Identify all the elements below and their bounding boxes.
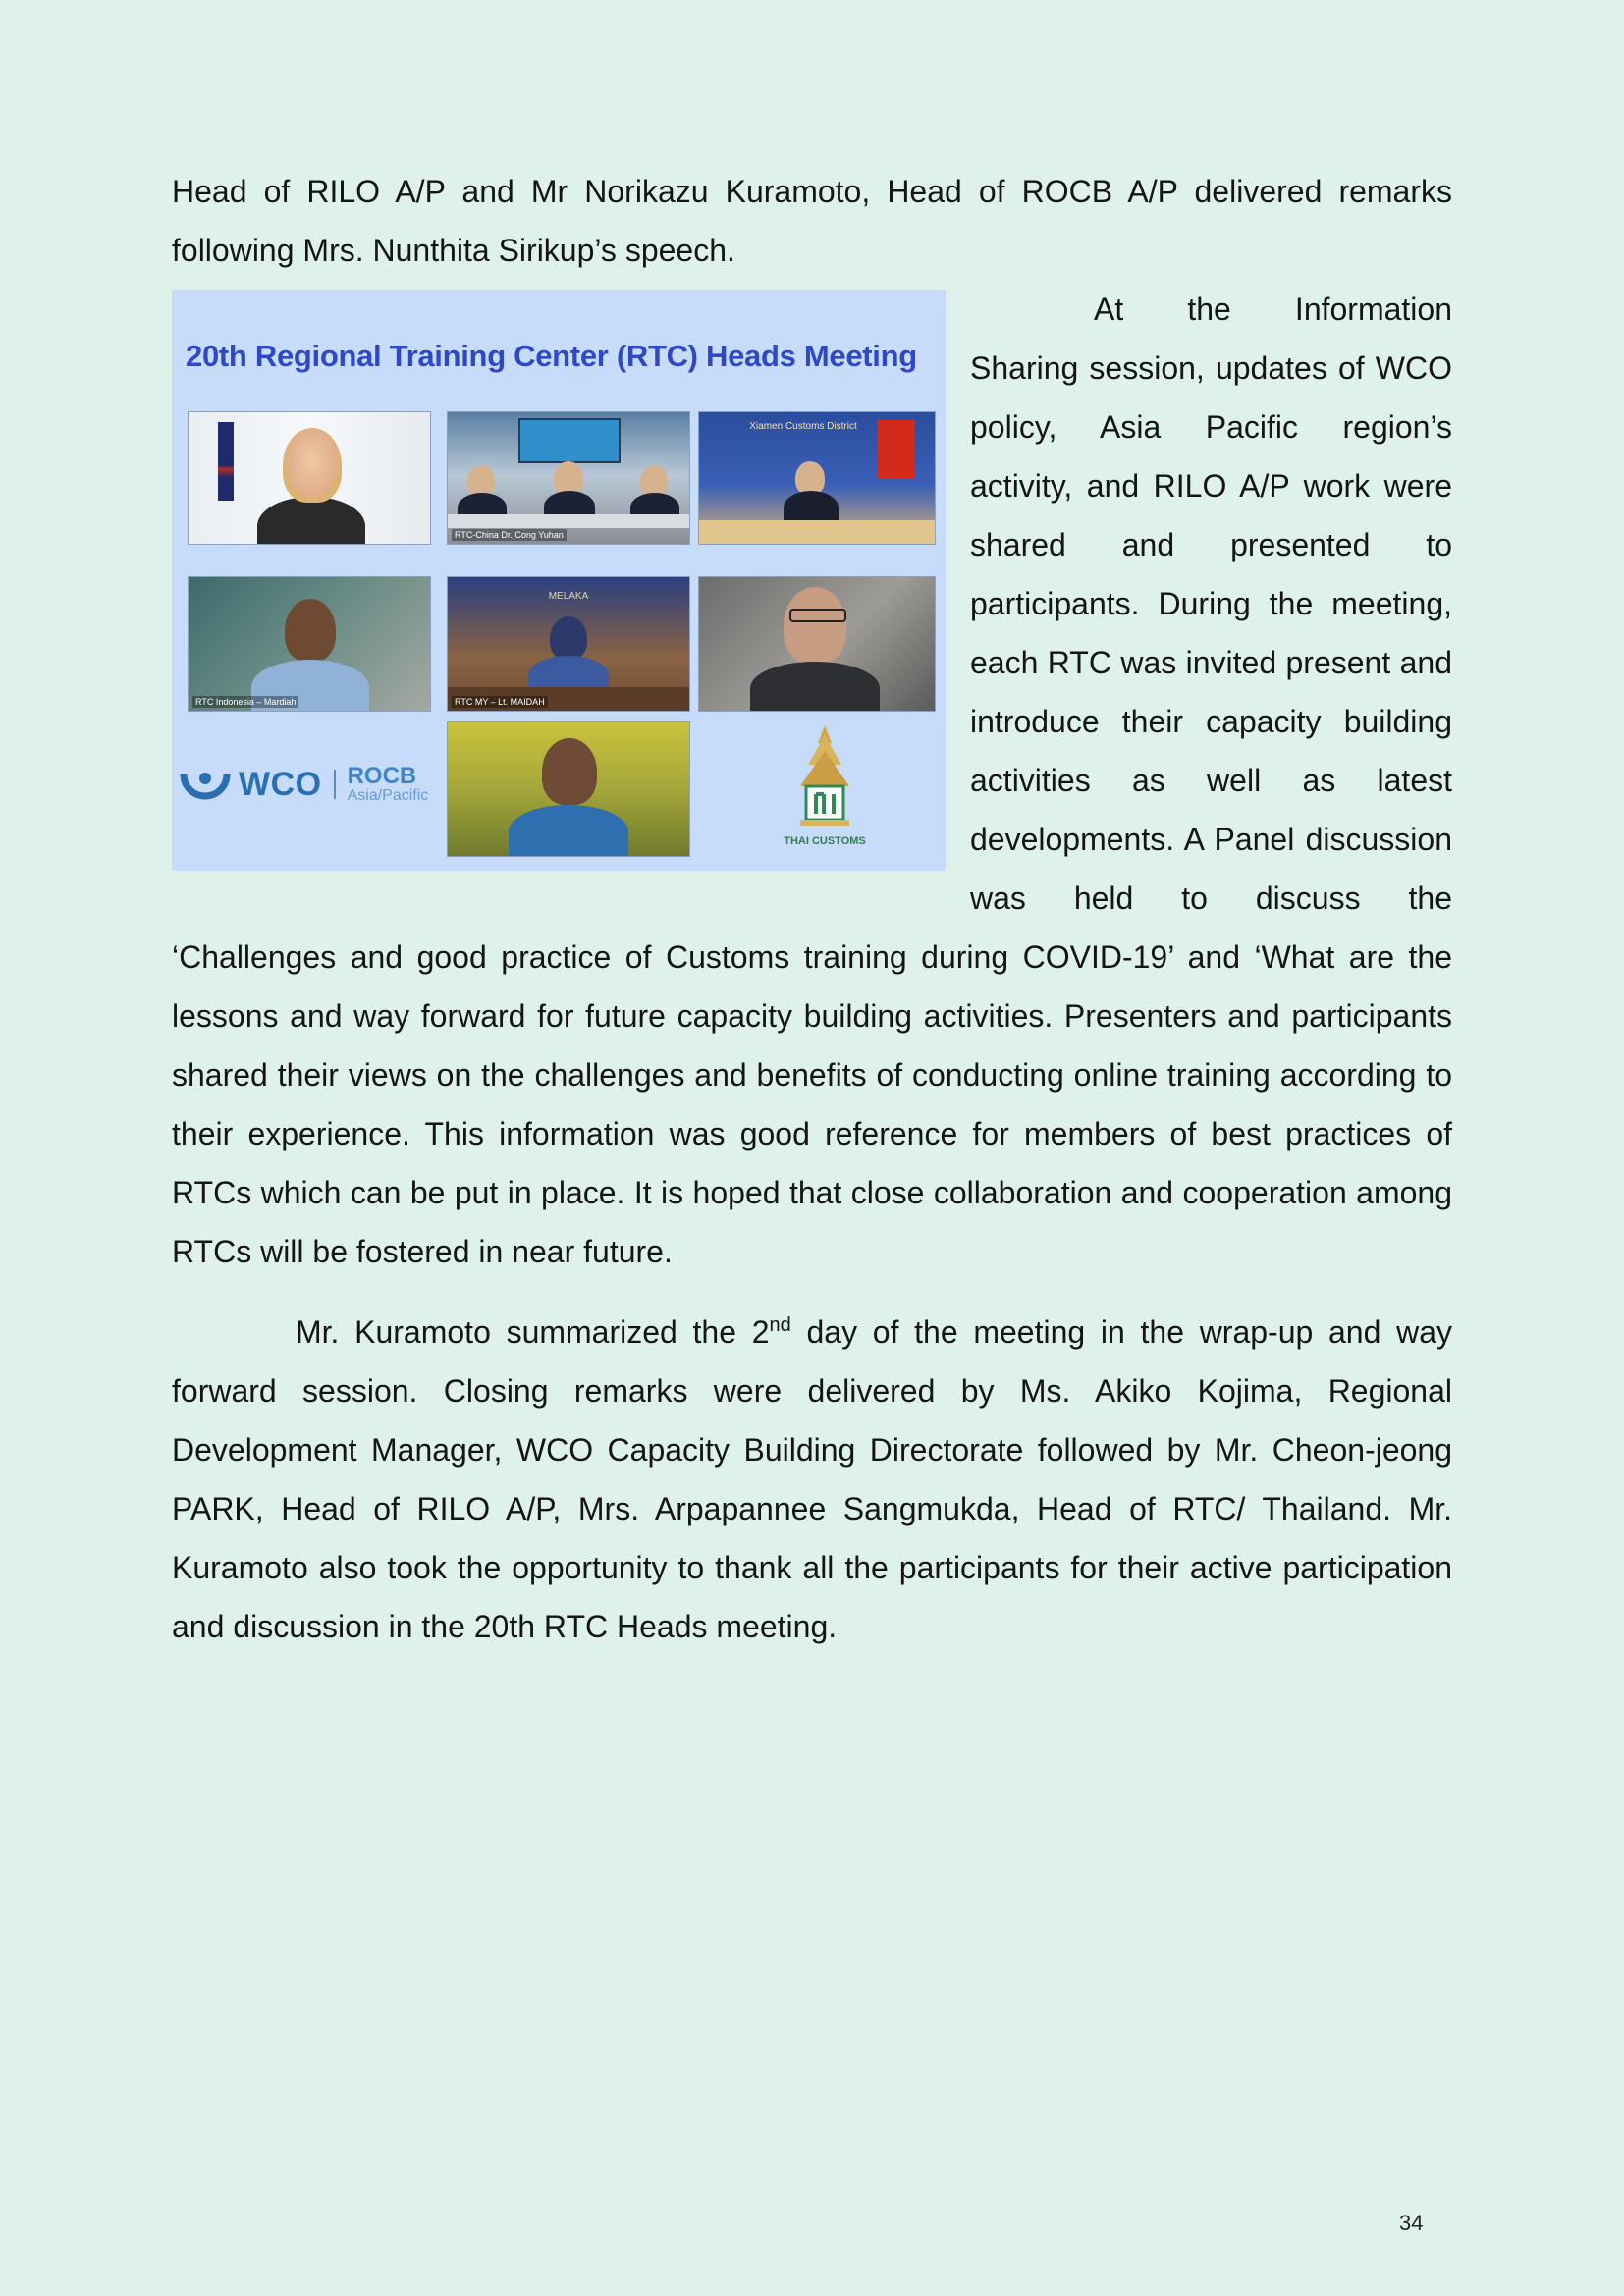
video-tile-6: [698, 576, 936, 712]
ordinal-superscript: nd: [769, 1314, 791, 1336]
thai-customs-logo: [781, 725, 869, 847]
thai-customs-emblem-icon: [790, 725, 859, 828]
tile-caption-malaysia: RTC MY – Lt. MAIDAH: [452, 696, 548, 708]
meeting-collage-image: [172, 290, 946, 871]
rocb-line-1: ROCB: [347, 763, 417, 789]
logo-separator: [334, 770, 336, 799]
rocb-logo-text: [348, 765, 429, 804]
body-text: [172, 162, 1452, 1656]
wco-emblem-icon: [180, 765, 231, 804]
thai-customs-caption: THAI CUSTOMS: [784, 835, 866, 847]
paragraph-3: [172, 1303, 1452, 1656]
tile-caption-china: RTC-China Dr. Cong Yuhan: [452, 529, 567, 541]
malaysia-banner-text: MELAKA: [548, 591, 589, 602]
video-tile-2: [447, 411, 690, 545]
rocb-line-2: Asia/Pacific: [347, 787, 429, 804]
wco-rocb-logo: [180, 765, 428, 804]
video-tile-4: [188, 576, 431, 712]
paragraph-3-part-2: day of the meeting in the wrap-up and way forward session. Closing remarks were delivered by Ms. Akiko Kojima, Regional Development Manager, WCO Capacity Building Directorate followed by Mr. Cheon-jeong PARK, Head of RILO A/P, Mrs. Arpapannee Sangmukda, Head of RTC/ Thailand. Mr. Kuramoto also took the opportunity to thank all the participants for their active participation and discussion in the 20th RTC Heads meeting.: [172, 1314, 1453, 1644]
paragraph-3-part-1: Mr. Kuramoto summarized the 2: [296, 1314, 770, 1350]
china-banner-text: Xiamen Customs District: [749, 421, 857, 432]
wco-logo-text: WCO: [239, 765, 322, 803]
tile-caption-indonesia: RTC Indonesia – Mardiah: [192, 696, 298, 708]
video-tile-5: [447, 576, 690, 712]
video-tile-3: [698, 411, 936, 545]
video-tile-7: [447, 721, 690, 857]
page-number: 34: [1399, 2211, 1424, 2235]
collage-title: 20th Regional Training Center (RTC) Heads Meeting: [186, 339, 917, 373]
paragraph-2: At the Information Sharing session, updates of WCO policy, Asia Pacific region’s activity, and RILO A/P work were shared and presented to participants. During the meeting, each RTC was invited present and introduce their capacity building activities as well as latest developments. A Panel discussion was held to discuss the ‘Challenges and good practice of Customs training during COVID-19’ and ‘What are the lessons and way forward for future capacity building activities. Presenters and participants shared their views on the challenges and benefits of conducting online training according to their experience. This information was good reference for members of best practices of RTCs which can be put in place. It is hoped that close collaboration and cooperation among RTCs will be fostered in near future.: [172, 292, 1452, 1269]
video-tile-1: [188, 411, 431, 545]
paragraph-1: Head of RILO A/P and Mr Norikazu Kuramoto, Head of ROCB A/P delivered remarks following Mrs. Nunthita Sirikup’s speech.: [172, 174, 1452, 268]
